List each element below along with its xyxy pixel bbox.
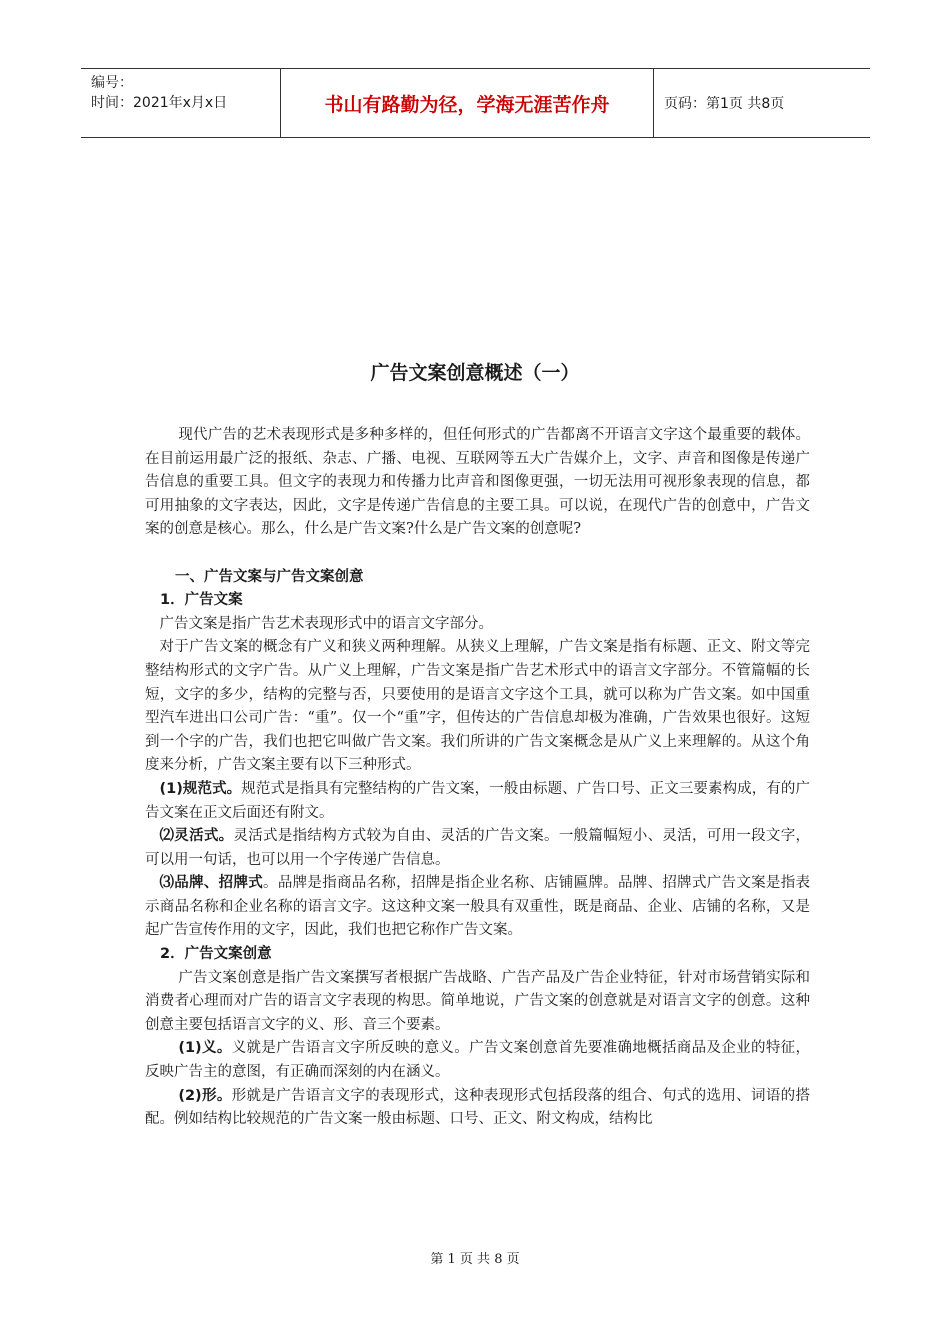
item-1-label: (1)义。 bbox=[178, 1040, 232, 1057]
section-heading: 一、广告文案与广告文案创意 bbox=[175, 568, 364, 585]
page-footer: 第 1 页 共 8 页 bbox=[430, 1252, 520, 1267]
header-motto: 书山有路勤为径，学海无涯苦作舟 bbox=[281, 69, 654, 137]
item-2-text: 形就是广告语言文字的表现形式，这种表现形式包括段落的组合、句式的选用、词语的搭配。例如结构比较规范的广告文案一般由标题、口号、正文、附文构成，结构比 bbox=[145, 1087, 811, 1128]
definition-paragraph: 广告文案是指广告艺术表现形式中的语言文字部分。 bbox=[159, 615, 493, 632]
subsection-heading-1: 1．广告文案 bbox=[160, 592, 243, 609]
form-1-text: 规范式是指具有完整结构的广告文案，一般由标题、广告口号、正文三要素构成，有的广告文案在正文后面还有附文。 bbox=[145, 780, 811, 821]
item-2-label: (2)形。 bbox=[178, 1087, 232, 1104]
subsection-heading-2: 2．广告文案创意 bbox=[160, 946, 272, 963]
number-label: 编号： bbox=[91, 75, 133, 91]
header-meta-cell bbox=[81, 69, 281, 137]
form-3-paragraph bbox=[145, 872, 810, 943]
header-table bbox=[81, 68, 870, 138]
form-3-text: 。品牌是指商品名称，招牌是指企业名称、店铺匾牌。品牌、招牌式广告文案是指表示商品名称和企业名称的语言文字。这这种文案一般具有双重性，既是商品、企业、店铺的名称，又是起广告宣传作用的文字，因此，我们也把它称作广告文案。 bbox=[145, 875, 811, 939]
intro-paragraph: 现代广告的艺术表现形式是多种多样的，但任何形式的广告都离不开语言文字这个最重要的载体。在目前运用最广泛的报纸、杂志、广播、电视、互联网等五大广告媒介上，文字、声音和图像是传递广告信息的重要工具。但文字的表现力和传播力比声音和图像更强，一切无法用可视形象表现的信息，都可用抽象的文字表达，因此，文字是传递广告信息的主要工具。可以说，在现代广告的创意中，广告文案的创意是核心。那么，什么是广告文案?什么是广告文案的创意呢? bbox=[145, 427, 810, 538]
form-1-label: (1)规范式。 bbox=[159, 780, 242, 797]
time-label: 时间：2021年x月x日 bbox=[91, 95, 228, 111]
form-2-paragraph bbox=[145, 825, 810, 872]
form-3-label: ⑶品牌、招牌式 bbox=[159, 875, 264, 892]
form-2-label: ⑵灵活式。 bbox=[159, 828, 234, 845]
document-title: 广告文案创意概述（一） bbox=[370, 362, 580, 384]
concept-paragraph: 对于广告文案的概念有广义和狭义两种理解。从狭义上理解，广告文案是指有标题、正文、附文等完整结构形式的文字广告。从广义上理解，广告文案是指广告艺术形式中的语言文字部分。不管篇幅的长短，文字的多少，结构的完整与否，只要使用的是语言文字这个工具，就可以称为广告文案。如中国重型汽车进出口公司广告：“重”。仅一个“重”字，但传达的广告信息却极为准确，广告效果也很好。这短到一个字的广告，我们也把它叫做广告文案。我们所讲的广告文案概念是从广义上来理解的。从这个角度来分析，广告文案主要有以下三种形式。 bbox=[145, 639, 810, 774]
document-body bbox=[145, 424, 810, 1132]
form-2-text: 灵活式是指结构方式较为自由、灵活的广告文案。一般篇幅短小、灵活，可用一段文字，可以用一句话，也可以用一个字传递广告信息。 bbox=[145, 828, 810, 868]
item-2-paragraph bbox=[145, 1085, 810, 1132]
item-1-paragraph bbox=[145, 1037, 810, 1084]
header-page-info: 页码：第1页 共8页 bbox=[664, 96, 785, 112]
form-1-paragraph bbox=[145, 778, 810, 825]
item-1-text: 义就是广告语言文字所反映的意义。广告文案创意首先要准确地概括商品及企业的特征，反映广告主的意图，有正确而深刻的内在涵义。 bbox=[145, 1040, 811, 1081]
creativity-paragraph: 广告文案创意是指广告文案撰写者根据广告战略、广告产品及广告企业特征，针对市场营销实际和消费者心理而对广告的语言文字表现的构思。简单地说，广告文案的创意就是对语言文字的创意。这种创意主要包括语言文字的义、形、音三个要素。 bbox=[145, 969, 810, 1033]
